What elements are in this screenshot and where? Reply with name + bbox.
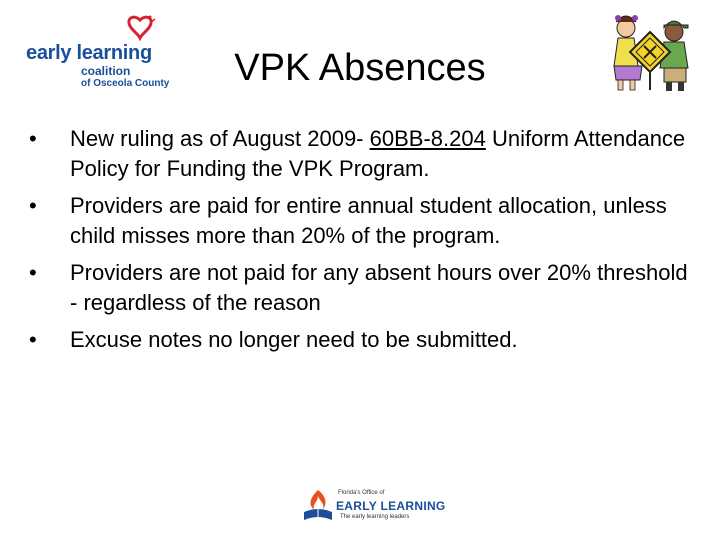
bullet-item (28, 124, 693, 184)
slide-title: VPK Absences (234, 47, 486, 89)
bullet-1-before: New ruling as of August 2009- (70, 126, 370, 151)
rule-number: 60BB-8.204 (369, 126, 486, 151)
bullet-4-text: Excuse notes no longer need to be submitted. (70, 327, 518, 352)
bullet-item (28, 258, 693, 318)
footer-logo-small: Florida's Office of (338, 490, 385, 496)
children-with-sign-icon (604, 10, 696, 96)
bullet-icon: • (29, 193, 37, 218)
bullet-3-text: Providers are not paid for any absent hours over 20% threshold - regardless of the reason (70, 260, 688, 315)
coalition-logo (22, 14, 172, 94)
footer-logo-tag: The early learning leaders (340, 514, 410, 520)
logo-line3: of Osceola County (81, 78, 170, 89)
bullet-item (28, 325, 693, 355)
logo-line2: coalition (81, 64, 131, 78)
bullet-2-text: Providers are paid for entire annual student allocation, unless child misses more than 20% of the program. (70, 193, 667, 248)
bullet-item (28, 191, 693, 251)
bullet-icon: • (29, 327, 37, 352)
bullet-icon: • (29, 126, 37, 151)
footer-logo (300, 488, 446, 524)
logo-name: early learning (26, 42, 152, 64)
flame-book-icon (300, 488, 336, 524)
bullet-1-after: Uniform Attendance Policy for Funding the VPK Program. (70, 126, 686, 181)
footer-logo-main: EARLY LEARNING (336, 499, 446, 513)
bullet-icon: • (29, 260, 37, 285)
bullet-list (28, 124, 693, 362)
